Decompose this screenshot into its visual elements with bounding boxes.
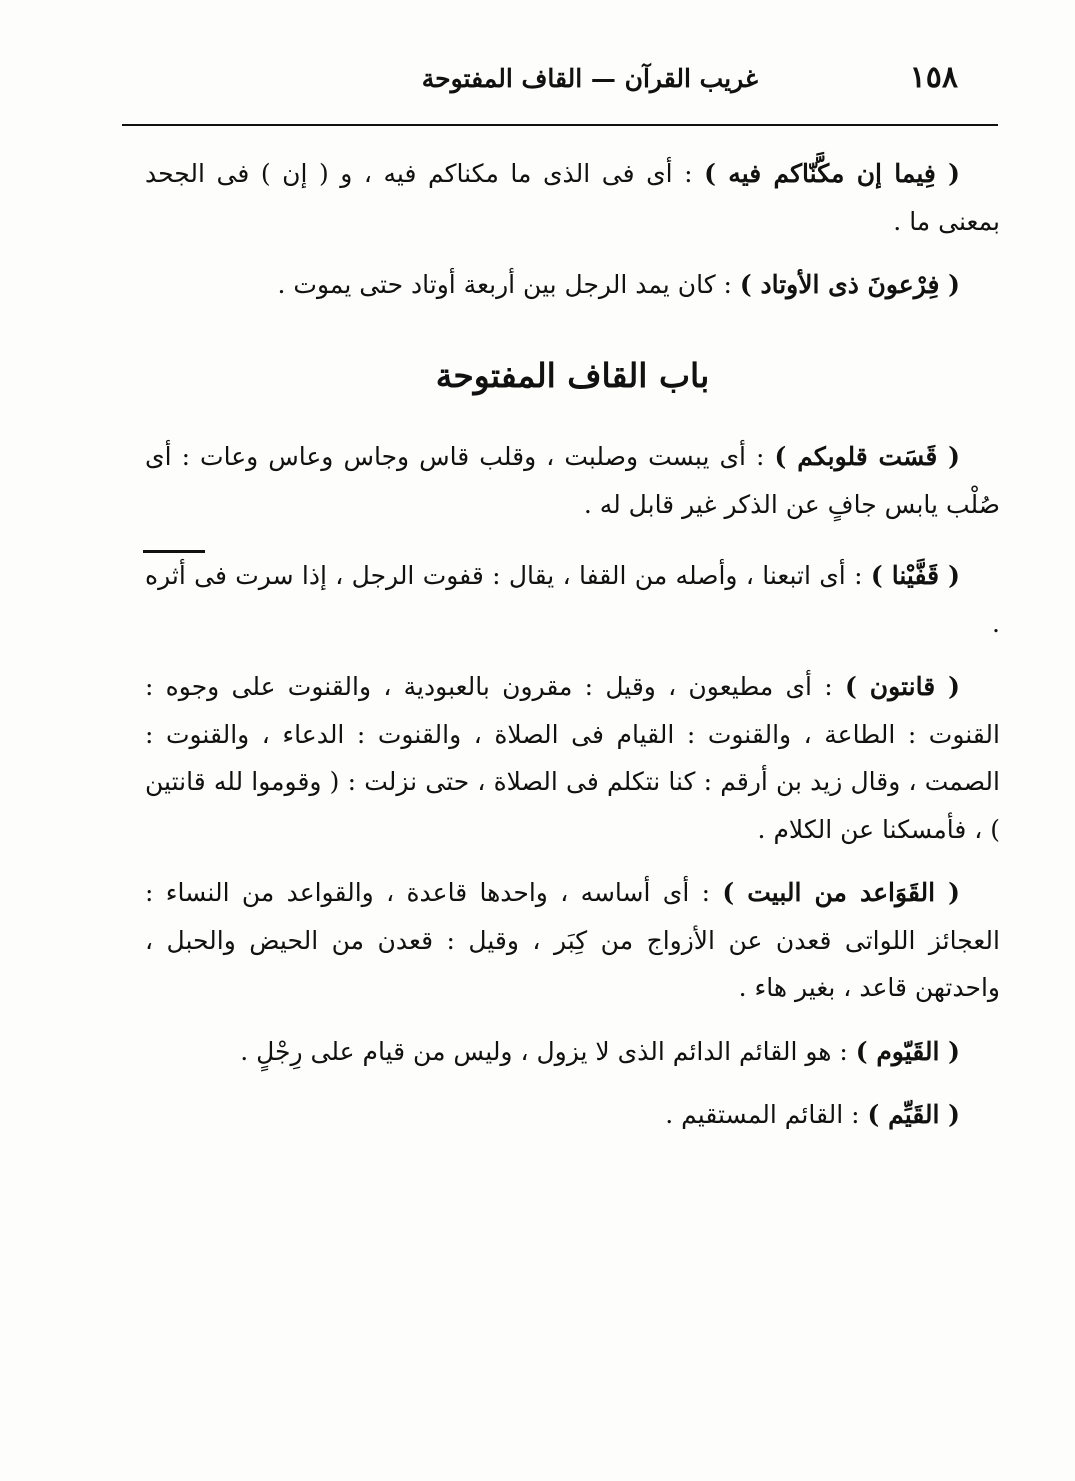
entry-term: ( قانتون ): [844, 672, 960, 702]
entry-definition: : أى فى الذى ما مكناكم فيه ، و ( إن ) فى الجحد بمعنى ما .: [145, 159, 1000, 236]
entry-definition: : أى أساسه ، واحدها قاعدة ، والقواعد من النساء : العجائز اللواتى قعدن عن الأزواج من كِبَر ، وقيل : قعدن من الحيض والحبل ، واحدتهن قاعد ، بغير هاء .: [145, 878, 1000, 1003]
glossary-entry: [145, 150, 1000, 245]
glossary-entry: [145, 261, 1000, 309]
glossary-entry: [145, 433, 1000, 528]
glossary-entry: [145, 663, 1000, 853]
entry-term: ( القَيِّم ): [867, 1100, 960, 1130]
page-number: ١٥٨: [909, 60, 958, 95]
page-header: [122, 58, 998, 108]
entry-definition: : كان يمد الرجل بين أربعة أوتاد حتى يموت .: [277, 270, 740, 299]
entry-term: ( فِرْعونَ ذى الأوتاد ): [739, 270, 960, 299]
running-title: غريب القرآن — القاف المفتوحة: [421, 64, 758, 93]
entry-term: ( القَوَاعد من البيت ): [722, 878, 961, 908]
glossary-entry: [145, 1091, 1000, 1139]
entry-term: ( قَسَت قلوبكم ): [774, 442, 960, 472]
separator-wrap: [145, 538, 1000, 552]
glossary-entry: [145, 869, 1000, 1012]
entry-definition: : القائم المستقيم .: [665, 1100, 868, 1130]
page-body: [145, 150, 1000, 1155]
entry-definition: : أى مطيعون ، وقيل : مقرون بالعبودية ، والقنوت على وجوه : القنوت : الطاعة ، والقنوت : القيام فى الصلاة ، والقنوت : الدعاء ، والقنوت : الصمت ، وقال زيد بن أرقم : كنا نتكلم فى الصلاة ، حتى نزلت : ( وقوموا لله قانتين ) ، فأمسكنا عن الكلام .: [145, 672, 1000, 844]
glossary-entry: [145, 1028, 1000, 1076]
section-heading: باب القاف المفتوحة: [435, 355, 710, 395]
entry-term: ( القَيّوم ): [855, 1036, 960, 1066]
entry-definition: : أى يبست وصلبت ، وقلب قاس وجاس وعاس وعات : أى صُلْب يابس جافٍ عن الذكر غير قابل له .: [145, 442, 1000, 519]
entry-term: ( قَفَّيْنا ): [870, 561, 960, 591]
separator-rule: [143, 550, 205, 553]
glossary-entry: [145, 552, 1000, 647]
entry-term: ( فِيما إن مكَّنّاكم فيه ): [704, 159, 960, 188]
entry-definition: : هو القائم الدائم الذى لا يزول ، وليس من قيام على رِجْلٍ .: [240, 1036, 856, 1066]
header-rule: [122, 124, 998, 126]
entry-definition: : أى اتبعنا ، وأصله من القفا ، يقال : قفوت الرجل ، إذا سرت فى أثره .: [145, 561, 1000, 638]
